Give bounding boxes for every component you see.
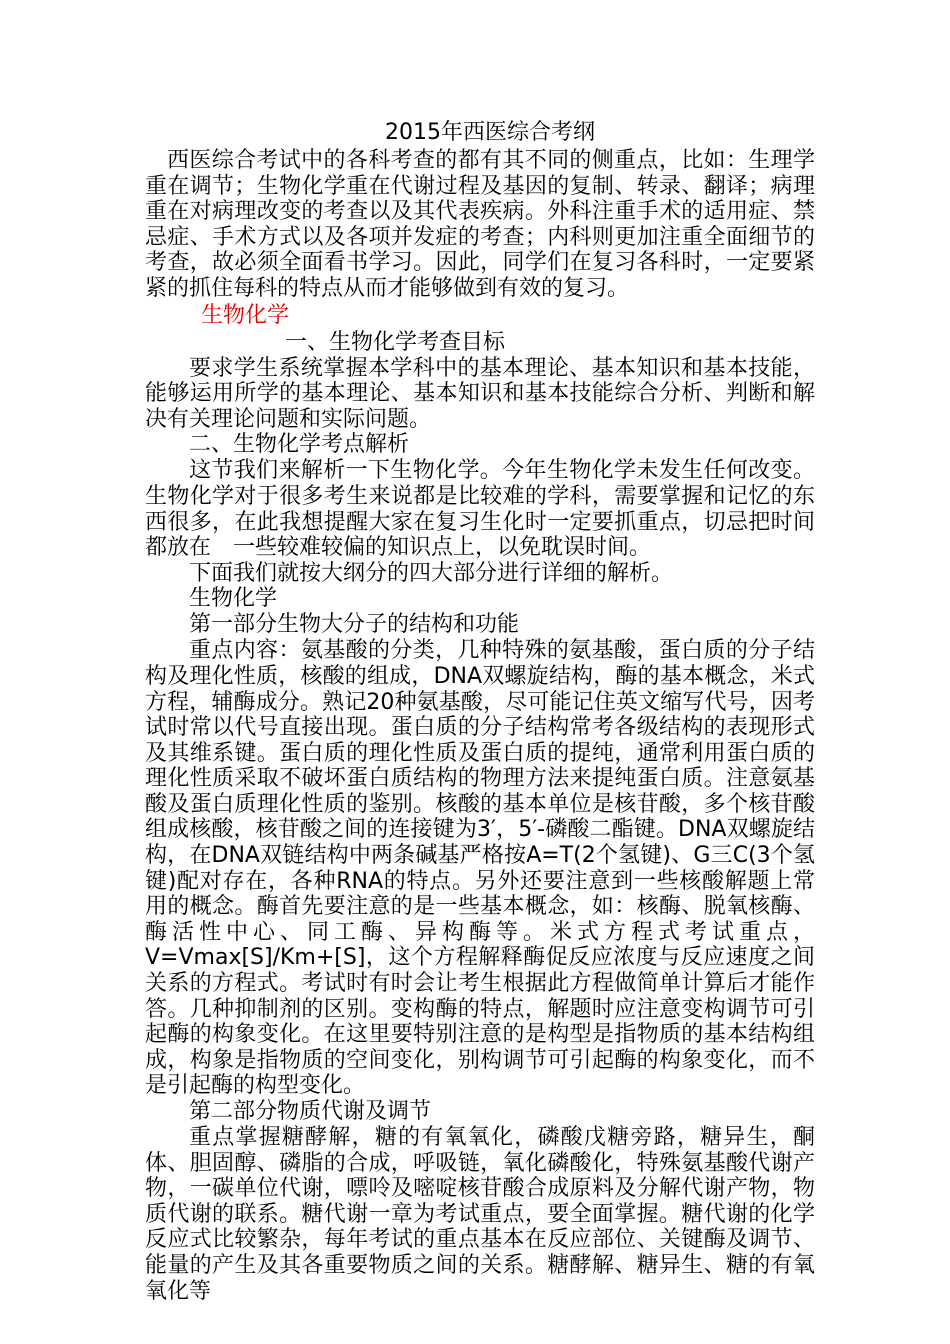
subject-heading-red: 生物化学 [201,302,290,328]
part1-title: 第一部分生物大分子的结构和功能 [189,612,520,638]
part2-title: 第二部分物质代谢及调节 [189,1099,432,1124]
part2-body: 重点掌握糖酵解，糖的有氧氧化，磷酸戊糖旁路，糖异生，酮体、胆固醇、磷脂的合成，呼吸链，氧化磷酸化，特殊氨基酸代谢产物，一碳单位代谢，嘌呤及嘧啶核苷酸合成原料及分解代谢产物，物质代谢的联系。糖代谢一章为考试重点，要全面掌握。糖代谢的化学反应式比较繁杂，每年考试的重点基本在反应部位、关键酶及调节、能量的产生及其各重要物质之间的关系。糖酵解、糖异生、糖的有氧氧化等 [145,1125,815,1304]
paragraph-exam-goals: 要求学生系统掌握本学科中的基本理论、基本知识和基本技能，能够运用所学的基本理论、基本知识和基本技能综合分析、判断和解决有关理论问题和实际问题。 [145,355,815,432]
paragraph-analysis-part1: 这节我们来解析一下生物化学。今年生物化学未发生任何改变。生物化学对于很多考生来说都是比较难的学科，需要掌握和记忆的东西很多，在此我想提醒大家在复习生化时一定要抓重点，切忌把时间都放在 [145,458,815,561]
document-title: 2015年西医综合考纲 [385,120,595,145]
paragraph-outline: 下面我们就按大纲分的四大部分进行详细的解析。 [189,560,674,586]
document-page [145,118,815,1304]
subject-heading: 生物化学 [189,586,278,612]
paragraph-analysis-part2: 一些较难较偏的知识点上，以免耽误时间。 [233,535,652,561]
paragraph-analysis [145,458,815,560]
heading-exam-goals: 一、生物化学考查目标 [285,329,506,355]
part1-body: 重点内容：氨基酸的分类，几种特殊的氨基酸，蛋白质的分子结构及理化性质，核酸的组成，DNA双螺旋结构，酶的基本概念，米式方程，辅酶成分。熟记20种氨基酸，尽可能记住英文缩写代号，因考试时常以代号直接出现。蛋白质的分子结构常考各级结构的表现形式及其维系键。蛋白质的理化性质及蛋白质的提纯，通常利用蛋白质的理化性质采取不破坏蛋白质结构的物理方法来提纯蛋白质。注意氨基酸及蛋白质理化性质的鉴别。核酸的基本单位是核苷酸，多个核苷酸组成核酸，核苷酸之间的连接键为3′，5′-磷酸二酯键。DNA双螺旋结构，在DNA双链结构中两条碱基严格按A=T(2个氢键)、G三C(3个氢键)配对存在，各种RNA的特点。另外还要注意到一些核酸解题上常用的概念。酶首先要注意的是一些基本概念，如：核酶、脱氧核酶、酶活性中心、同工酶、异构酶等。米式方程式考试重点，V=Vmax[S]/Km+[S]，这个方程解释酶促反应浓度与反应速度之间关系的方程式。考试时有时会让考生根据此方程做简单计算后才能作答。几种抑制剂的区别。变构酶的特点，解题时应注意变构调节可引起酶的构象变化。在这里要特别注意的是构型是指物质的基本结构组成，构象是指物质的空间变化，别构调节可引起酶的构象变化，而不是引起酶的构型变化。 [145,638,815,1099]
intro-paragraph: 西医综合考试中的各科考查的都有其不同的侧重点，比如：生理学重在调节；生物化学重在代谢过程及基因的复制、转录、翻译；病理重在对病理改变的考查以及其代表疾病。外科注重手术的适用症、禁忌症、手术方式以及各项并发症的考查；内科则更加注重全面细节的考查，故必须全面看书学习。因此，同学们在复习各科时，一定要紧紧的抓住每科的特点从而才能够做到有效的复习。 [145,148,815,301]
heading-key-points: 二、生物化学考点解析 [189,432,410,458]
